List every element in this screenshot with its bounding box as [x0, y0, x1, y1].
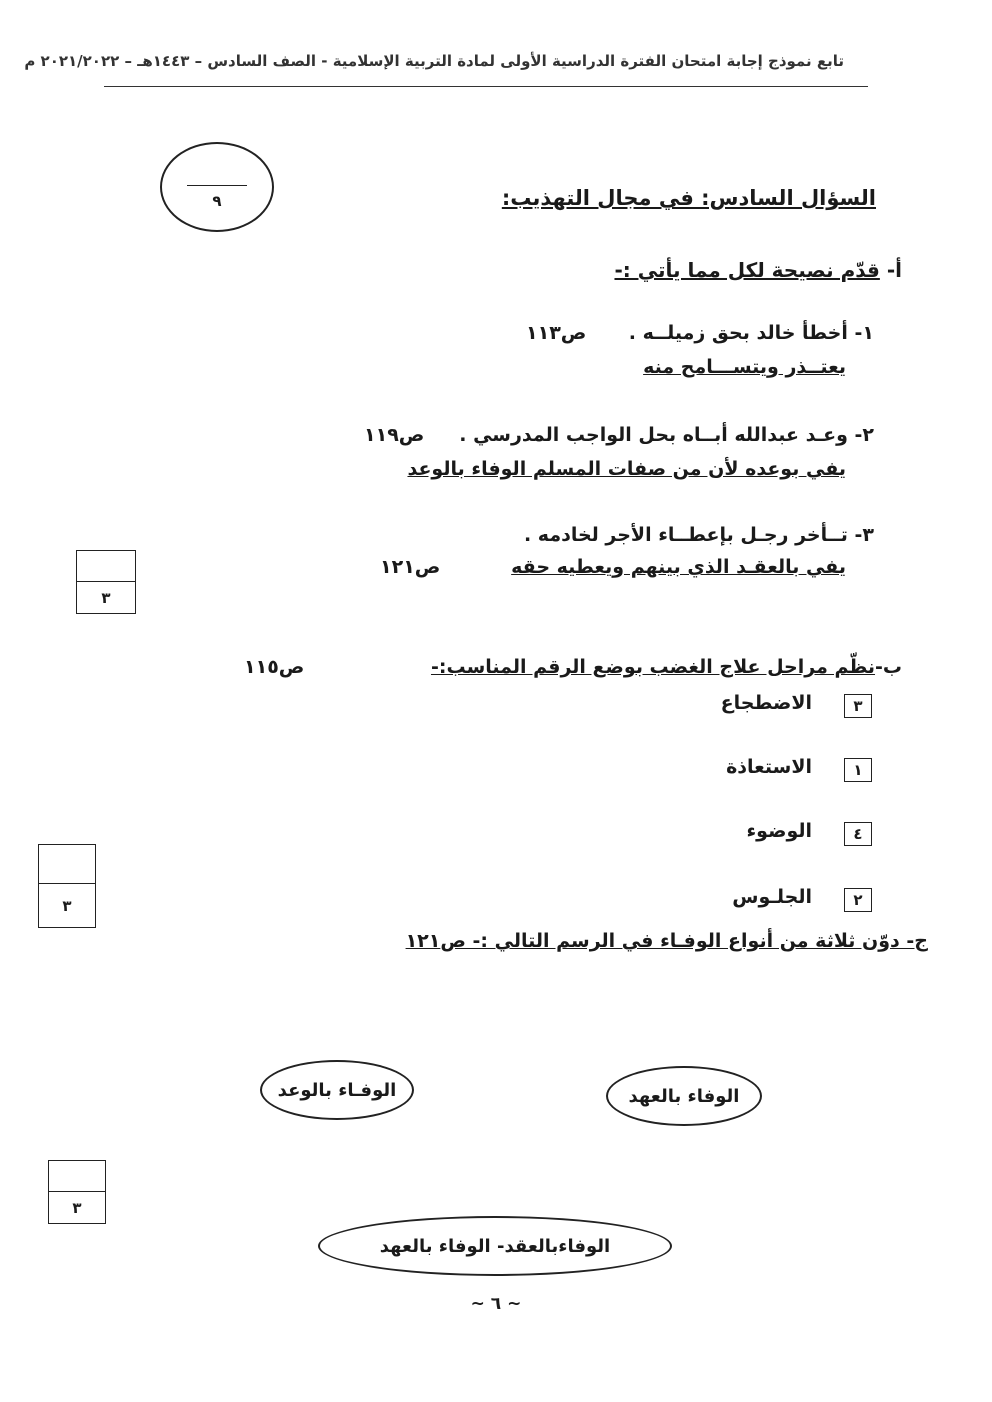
step-number-box: ٤ — [844, 822, 872, 846]
step-label: الوضوء — [746, 820, 812, 842]
section-b-heading — [431, 656, 902, 678]
step-number-box: ٣ — [844, 694, 872, 718]
section-a-label: أ- — [886, 258, 902, 282]
question-score: ٩ — [212, 192, 222, 210]
section-a-item-1-page: ص١١٣ — [526, 322, 587, 344]
ellipse-left-text: الوفـاء بالوعد — [277, 1079, 397, 1101]
section-a-item-2: ٢- وعـد عبدالله أبــاه بحل الواجب المدرسي . — [459, 424, 874, 446]
section-b-instruction: نظّم مراحل علاج الغضب بوضع الرقم المناسب:- — [430, 656, 876, 678]
step-number-box: ٢ — [844, 888, 872, 912]
score-line — [187, 185, 247, 186]
section-b-score-box — [38, 844, 96, 928]
section-b-score: ٣ — [62, 897, 72, 915]
section-c-score: ٣ — [72, 1199, 82, 1217]
question-score-circle — [160, 142, 274, 232]
section-a-score: ٣ — [101, 589, 111, 607]
section-a-heading — [614, 258, 902, 282]
section-a-instruction: قدّم نصيحة لكل مما يأتي :- — [614, 258, 880, 282]
step-label: الجلـوس — [732, 886, 812, 908]
section-a-item-2-answer: يفي بوعده لأن من صفات المسلم الوفاء بالوعد — [407, 458, 846, 480]
section-b-page: ص١١٥ — [244, 656, 305, 678]
page-header: تابع نموذج إجابة امتحان الفترة الدراسية الأولى لمادة التربية الإسلامية - الصف السادس – ١٤٤٣هـ – ٢٠٢١/٢٠٢٢ م — [24, 52, 844, 70]
section-b-label: ب- — [875, 656, 902, 678]
ellipse-right — [606, 1066, 762, 1126]
ellipse-bottom-text: الوفاءبالعقد- الوفاء بالعهد — [379, 1235, 611, 1257]
page-number: ~ ٦ ~ — [470, 1294, 522, 1314]
section-a-item-3-answer: يفي بالعقـد الذي بينهم ويعطيه حقه — [511, 556, 846, 578]
section-c-score-box — [48, 1160, 106, 1224]
section-a-item-3-page: ص١٢١ — [380, 556, 441, 578]
score-box-divider — [39, 883, 95, 884]
question-title: السؤال السادس: في مجال التهذيب: — [501, 186, 876, 210]
section-a-item-3: ٣- تــأخر رجـل بإعطــاء الأجر لخادمه . — [523, 524, 874, 546]
ellipse-left — [260, 1060, 414, 1120]
section-a-item-1-answer: يعتــذر ويتســـامح منه — [643, 356, 846, 378]
step-number-box: ١ — [844, 758, 872, 782]
section-a-item-1: ١- أخطأ خالد بحق زميلــه . — [628, 322, 874, 344]
score-box-divider — [77, 581, 135, 582]
step-label: الاستعاذة — [726, 756, 812, 778]
section-a-score-box — [76, 550, 136, 614]
score-box-divider — [49, 1191, 105, 1192]
header-divider — [104, 86, 868, 87]
ellipse-bottom — [318, 1216, 672, 1276]
ellipse-right-text: الوفاء بالعهد — [628, 1085, 740, 1107]
section-a-item-2-page: ص١١٩ — [364, 424, 425, 446]
step-label: الاضطجاع — [720, 692, 812, 714]
section-c-instruction: ج- دوّن ثلاثة من أنواع الوفـاء في الرسم التالي :- ص١٢١ — [405, 930, 928, 952]
